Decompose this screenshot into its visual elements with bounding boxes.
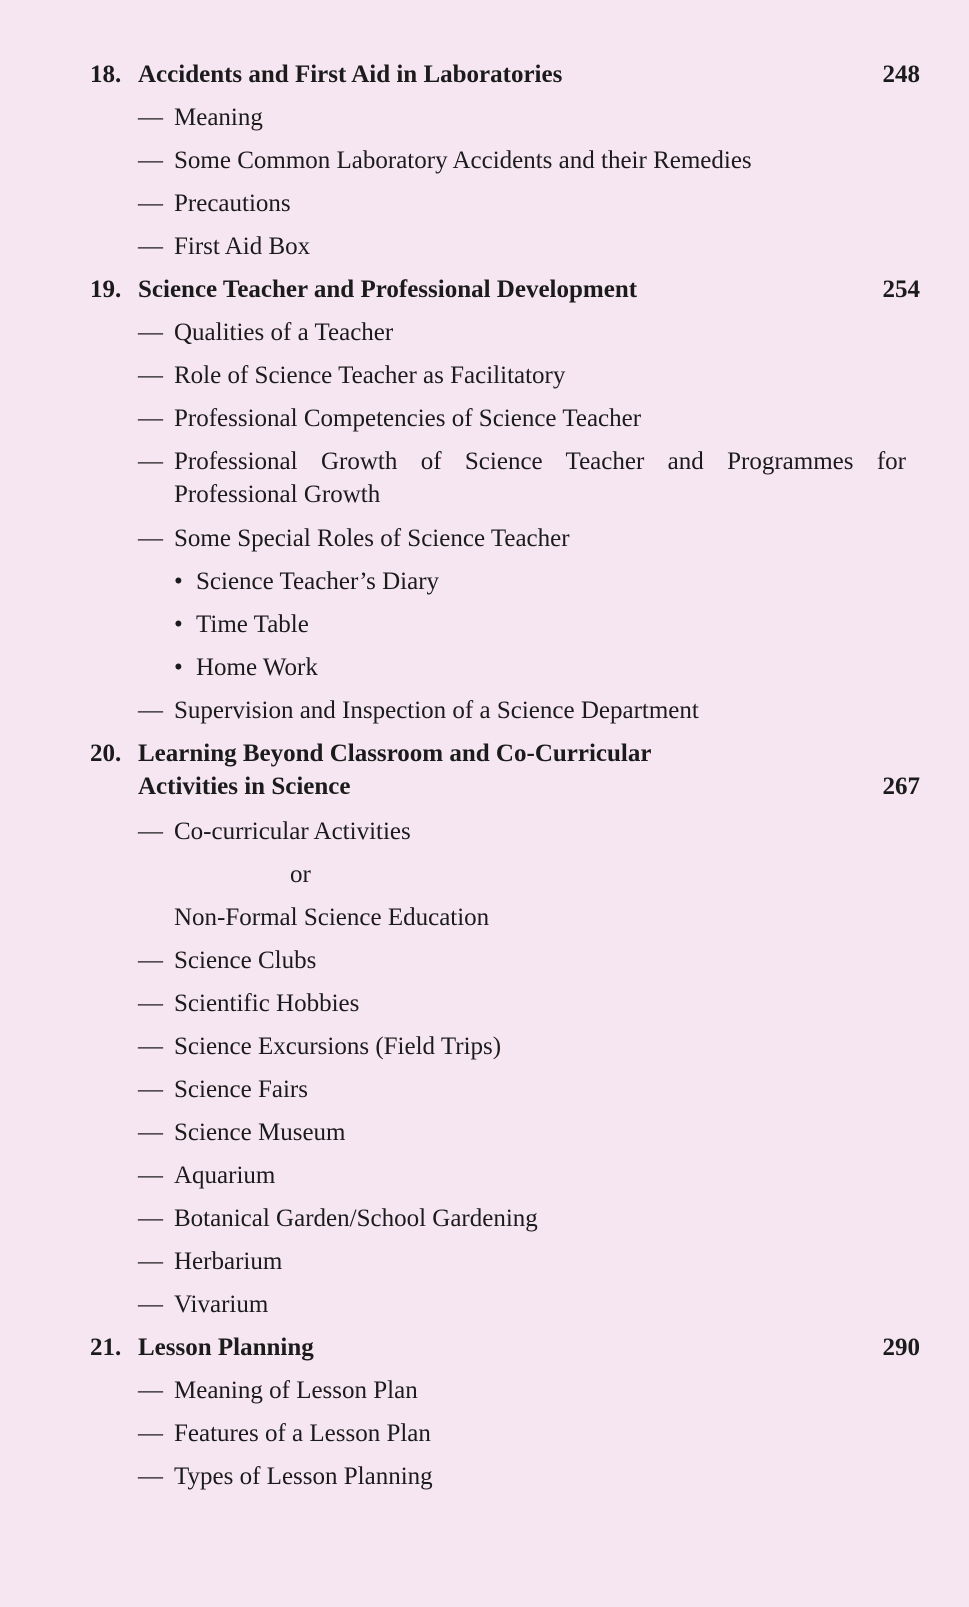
dash: — (138, 405, 163, 432)
bullet: • (174, 568, 183, 595)
dash: — (138, 233, 163, 260)
chapter-19 (90, 273, 920, 737)
list-item (90, 187, 920, 230)
list-item (90, 1460, 920, 1503)
item-text: Botanical Garden/School Gardening (174, 1205, 538, 1232)
item-text: Science Museum (174, 1119, 346, 1146)
item-text: Precautions (174, 190, 291, 217)
dash: — (138, 1377, 163, 1404)
dash: — (138, 525, 163, 552)
chapter-number: 21. (90, 1334, 122, 1361)
chapter-18 (90, 58, 920, 273)
chapter-heading (90, 1331, 920, 1374)
chapter-title-line-1: Learning Beyond Classroom and Co-Curricular (138, 740, 652, 767)
list-item (90, 445, 920, 522)
list-item (90, 944, 920, 987)
chapter-number: 19. (90, 276, 122, 303)
item-text: Some Special Roles of Science Teacher (174, 525, 570, 552)
list-item (90, 230, 920, 273)
dash: — (138, 448, 163, 475)
chapter-page-number: 248 (882, 61, 920, 88)
item-text: Professional Competencies of Science Teacher (174, 405, 642, 432)
item-text: Aquarium (174, 1162, 276, 1189)
dash: — (138, 1033, 163, 1060)
chapter-title: Lesson Planning (138, 1334, 314, 1361)
item-text: Home Work (196, 654, 318, 681)
list-item (90, 316, 920, 359)
list-item (90, 1288, 920, 1331)
dash: — (138, 818, 163, 845)
item-text: Herbarium (174, 1248, 283, 1275)
alternate-title: Non-Formal Science Education (174, 904, 490, 931)
list-item (90, 987, 920, 1030)
bullet: • (174, 611, 183, 638)
item-text: Types of Lesson Planning (174, 1463, 433, 1490)
list-item (90, 1030, 920, 1073)
item-text: First Aid Box (174, 233, 311, 260)
item-text: Science Clubs (174, 947, 317, 974)
item-text: Meaning (174, 104, 263, 131)
chapter-title (138, 737, 860, 803)
item-text: Qualities of a Teacher (174, 319, 394, 346)
item-text: Science Excursions (Field Trips) (174, 1033, 502, 1060)
chapter-title: Accidents and First Aid in Laboratories (138, 61, 563, 88)
item-text: Supervision and Inspection of a Science Department (174, 697, 699, 724)
list-item (90, 1202, 920, 1245)
dash: — (138, 104, 163, 131)
item-text: Professional Growth of Science Teacher and Programmes for Professional Growth (174, 448, 906, 508)
sub-list-item (90, 608, 920, 651)
table-of-contents (90, 58, 920, 1503)
item-text: Scientific Hobbies (174, 990, 360, 1017)
list-item (90, 694, 920, 737)
dash: — (138, 190, 163, 217)
chapter-number: 18. (90, 61, 122, 88)
list-item (90, 1073, 920, 1116)
list-item (90, 1159, 920, 1202)
chapter-heading (90, 737, 920, 815)
list-item (90, 144, 920, 187)
list-item (90, 402, 920, 445)
item-text: Vivarium (174, 1291, 269, 1318)
chapter-page-number: 290 (882, 1334, 920, 1361)
list-item (90, 522, 920, 565)
list-item (90, 1116, 920, 1159)
list-item (90, 101, 920, 144)
list-item (90, 1374, 920, 1417)
item-text: Meaning of Lesson Plan (174, 1377, 418, 1404)
list-item (90, 359, 920, 402)
dash: — (138, 1291, 163, 1318)
dash: — (138, 947, 163, 974)
item-text: Science Fairs (174, 1076, 308, 1103)
dash: — (138, 147, 163, 174)
dash: — (138, 697, 163, 724)
dash: — (138, 1420, 163, 1447)
dash: — (138, 1463, 163, 1490)
dash: — (138, 1248, 163, 1275)
sub-list-item (90, 565, 920, 608)
chapter-title: Science Teacher and Professional Development (138, 276, 638, 303)
item-text: Some Common Laboratory Accidents and their Remedies (174, 147, 752, 174)
or-separator: or (290, 861, 311, 888)
chapter-title-line-2: Activities in Science (138, 773, 351, 800)
dash: — (138, 1162, 163, 1189)
chapter-heading (90, 273, 920, 316)
chapter-heading (90, 58, 920, 101)
item-text: Time Table (196, 611, 309, 638)
item-text: Features of a Lesson Plan (174, 1420, 431, 1447)
dash: — (138, 990, 163, 1017)
dash: — (138, 319, 163, 346)
item-text: Co-curricular Activities (174, 818, 411, 845)
list-item (90, 1417, 920, 1460)
chapter-21 (90, 1331, 920, 1503)
dash: — (138, 1205, 163, 1232)
dash: — (138, 1076, 163, 1103)
bullet: • (174, 654, 183, 681)
list-item (90, 815, 920, 858)
dash: — (138, 1119, 163, 1146)
chapter-page-number: 254 (882, 276, 920, 303)
chapter-number: 20. (90, 740, 122, 767)
dash: — (138, 362, 163, 389)
item-text: Science Teacher’s Diary (196, 568, 440, 595)
item-text: Role of Science Teacher as Facilitatory (174, 362, 566, 389)
chapter-20 (90, 737, 920, 1331)
list-item (90, 1245, 920, 1288)
chapter-page-number: 267 (882, 773, 920, 800)
sub-list-item (90, 651, 920, 694)
